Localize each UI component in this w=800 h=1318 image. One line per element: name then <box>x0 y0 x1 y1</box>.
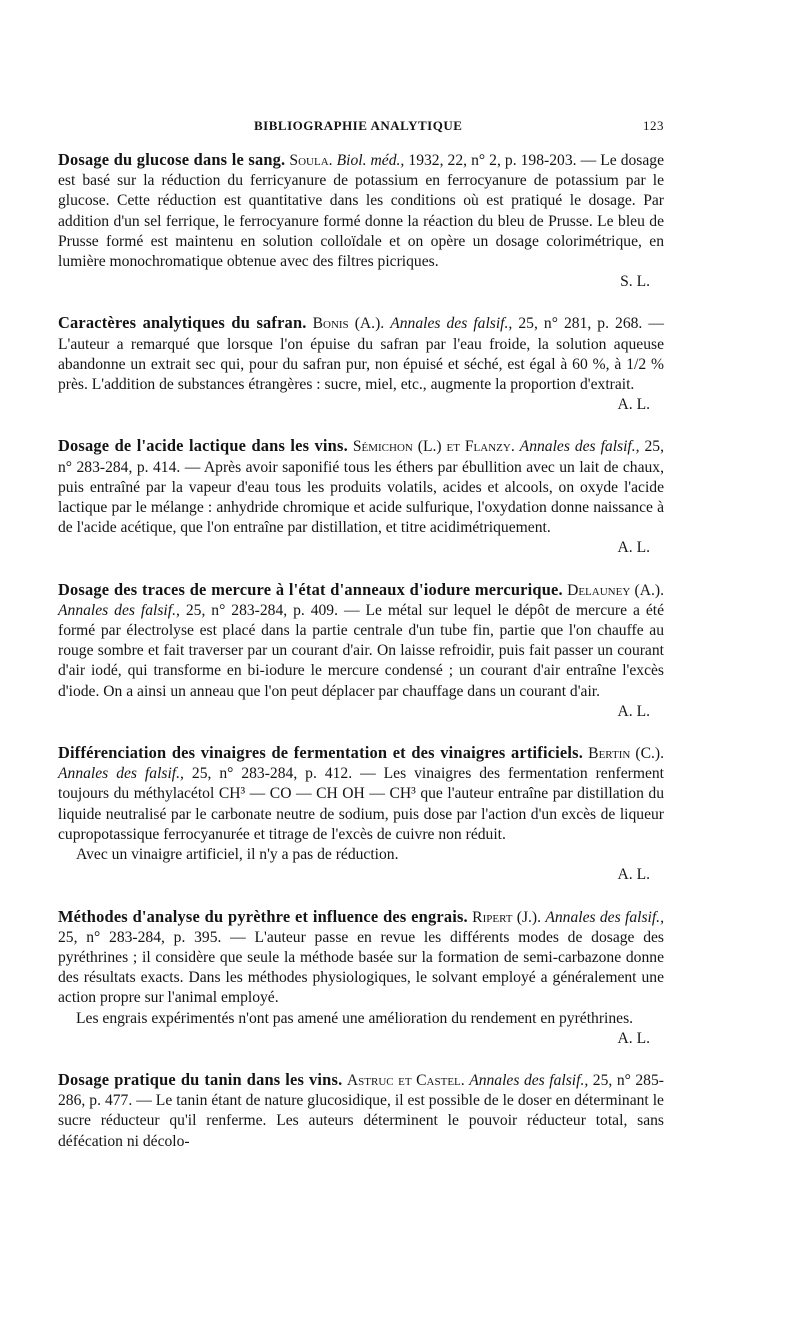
entry-source: Annales des falsif., <box>545 908 664 926</box>
entry-body-continued: Les engrais expérimentés n'ont pas amené une amélioration du rendement en pyréthrines. <box>76 1009 634 1027</box>
entry-title: Différenciation des vinaigres de fermentation et des vinaigres artificiels. <box>58 743 584 763</box>
running-header <box>58 118 664 138</box>
entry-source: Biol. méd., <box>336 152 405 169</box>
entry-body-continued: Avec un vinaigre artificiel, il n'y a pas de réduction. <box>76 846 399 864</box>
entry-body: — Après avoir saponifié tous les éthers par ébullition avec un lait de chaux, puis entraîné par la vapeur d'eau tous les produits volatils, acides et alcools, on oxyde l'acide lactique par le mélange : anhydride chromique et acide sulfurique, l'oxydation donne naissance à de l'acide acétique, que l'on entraîne par distillation, et titre acidimétriquement. <box>58 458 664 537</box>
entry-signature: A. L. <box>617 539 650 557</box>
entry-signature: A. L. <box>617 866 650 884</box>
entry-safran <box>58 313 664 415</box>
header-title: BIBLIOGRAPHIE ANALYTIQUE <box>254 118 463 133</box>
entry-acide-lactique <box>58 436 664 558</box>
entry-title: Méthodes d'analyse du pyrèthre et influence des engrais. <box>58 906 468 926</box>
entry-signature: A. L. <box>617 1029 650 1047</box>
entry-source: Annales des falsif., <box>58 601 180 619</box>
entry-source: Annales des falsif., <box>519 438 640 456</box>
entry-author: Astruc et Castel. <box>346 1071 465 1089</box>
entry-mercure <box>58 580 664 722</box>
entry-pyrethre <box>58 907 664 1049</box>
entry-body: — Le métal sur lequel le dépôt de mercure a été formé par électrolyse est placé dans la partie centrale d'un tube fin, partie que l'on chauffe au rouge sombre et fait traverser par un courant d'air. On laisse refroidir, puis fait passer un courant d'air iodé, qui transforme en bi-iodure le mercure condensé ; un courant d'air entraîne l'excès d'iode. On a ainsi un anneau que l'on peut déplacer par chauffage dans un courant d'air. <box>58 601 665 700</box>
entry-glucose <box>58 150 664 292</box>
bibliography-entries <box>58 150 664 1173</box>
entry-body: — Le tanin étant de nature glucosidique, il est possible de le doser en déterminant le sucre réducteur qu'il renferme. Les auteurs déterminent le pouvoir réducteur total, sans défécation ni décolo- <box>58 1092 664 1150</box>
entry-author: Bertin (C.). <box>588 745 664 763</box>
entry-body: — L'auteur a remarqué que lorsque l'on épuise du safran par l'eau froide, la solution aqueuse abandonne un extrait sec qui, pour du safran pur, non épuisé et séché, est égal à 60 %, à 1/2 % près. L'addition de substances étrangères : sucre, miel, etc., augmente la proportion d'extrait. <box>58 315 664 394</box>
entry-source: Annales des falsif., <box>390 315 513 333</box>
entry-body: — Le dosage est basé sur la réduction du ferricyanure de potassium en ferrocyanure de potassium par le glucose. Cette réduction est quantitative dans les conditions où est pratiqué le dosage. Par addition d'un sel ferrique, le ferrocyanure formé donne la réaction du bleu de Prusse. Le bleu de Prusse formé est maintenu en solution colloïdale et on opère un dosage colorimétrique, en lumière monochromatique obtenue avec des filtres picriques. <box>58 152 665 271</box>
entry-signature: A. L. <box>617 396 650 414</box>
entry-signature: S. L. <box>620 273 650 291</box>
entry-ref: 25, n° 281, p. 268. <box>518 315 643 333</box>
entry-ref: 25, n° 283-284, p. 409. <box>185 601 339 619</box>
entry-ref: 25, n° 283-284, p. 414. <box>58 438 664 476</box>
entry-ref: 25, n° 285-286, p. 477. <box>58 1071 664 1110</box>
entry-signature: A. L. <box>617 702 650 720</box>
entry-author: Ripert (J.). <box>472 908 542 926</box>
entry-author: Delauney (A.). <box>567 581 664 599</box>
entry-title: Caractères analytiques du safran. <box>58 313 307 333</box>
entry-author: Bonis (A.). <box>312 315 385 333</box>
entry-tanin <box>58 1070 664 1152</box>
entry-title: Dosage du glucose dans le sang. <box>58 150 286 169</box>
entry-title: Dosage de l'acide lactique dans les vins. <box>58 436 348 456</box>
entry-body: — Les vinaigres des fermentation renferment toujours du méthylacétol CH³ — CO — CH OH — CH³ que l'auteur entraîne par distillation du liquide neutralisé par le carbonate neutre de sodium, puis dose par l'action d'un excès de liqueur cupropotassique ferrocyanurée et titrage de l'excès de cuivre non réduit. <box>58 765 664 843</box>
entry-source: Annales des falsif., <box>469 1071 589 1089</box>
entry-vinaigres <box>58 743 664 885</box>
entry-ref: 1932, 22, n° 2, p. 198-203. <box>408 152 577 169</box>
entry-author: Sémichon (L.) et Flanzy. <box>352 438 515 456</box>
entry-title: Dosage pratique du tanin dans les vins. <box>58 1069 343 1089</box>
entry-ref: 25, n° 283-284, p. 412. <box>191 765 353 783</box>
page-number: 123 <box>643 118 664 133</box>
entry-source: Annales des falsif., <box>58 765 184 783</box>
entry-title: Dosage des traces de mercure à l'état d'anneaux d'iodure mercurique. <box>58 579 563 599</box>
entry-ref: 25, n° 283-284, p. 395. <box>58 928 222 946</box>
entry-body: — L'auteur passe en revue les différents modes de dosage des pyréthrines ; il considère que seule la méthode basée sur la formation de semi-carbazone donne des résultats exacts. Dans les méthodes physiologiques, le solvant employé a généralement une action propre sur l'animal employé. <box>58 928 664 1007</box>
entry-author: Soula. <box>289 152 333 169</box>
